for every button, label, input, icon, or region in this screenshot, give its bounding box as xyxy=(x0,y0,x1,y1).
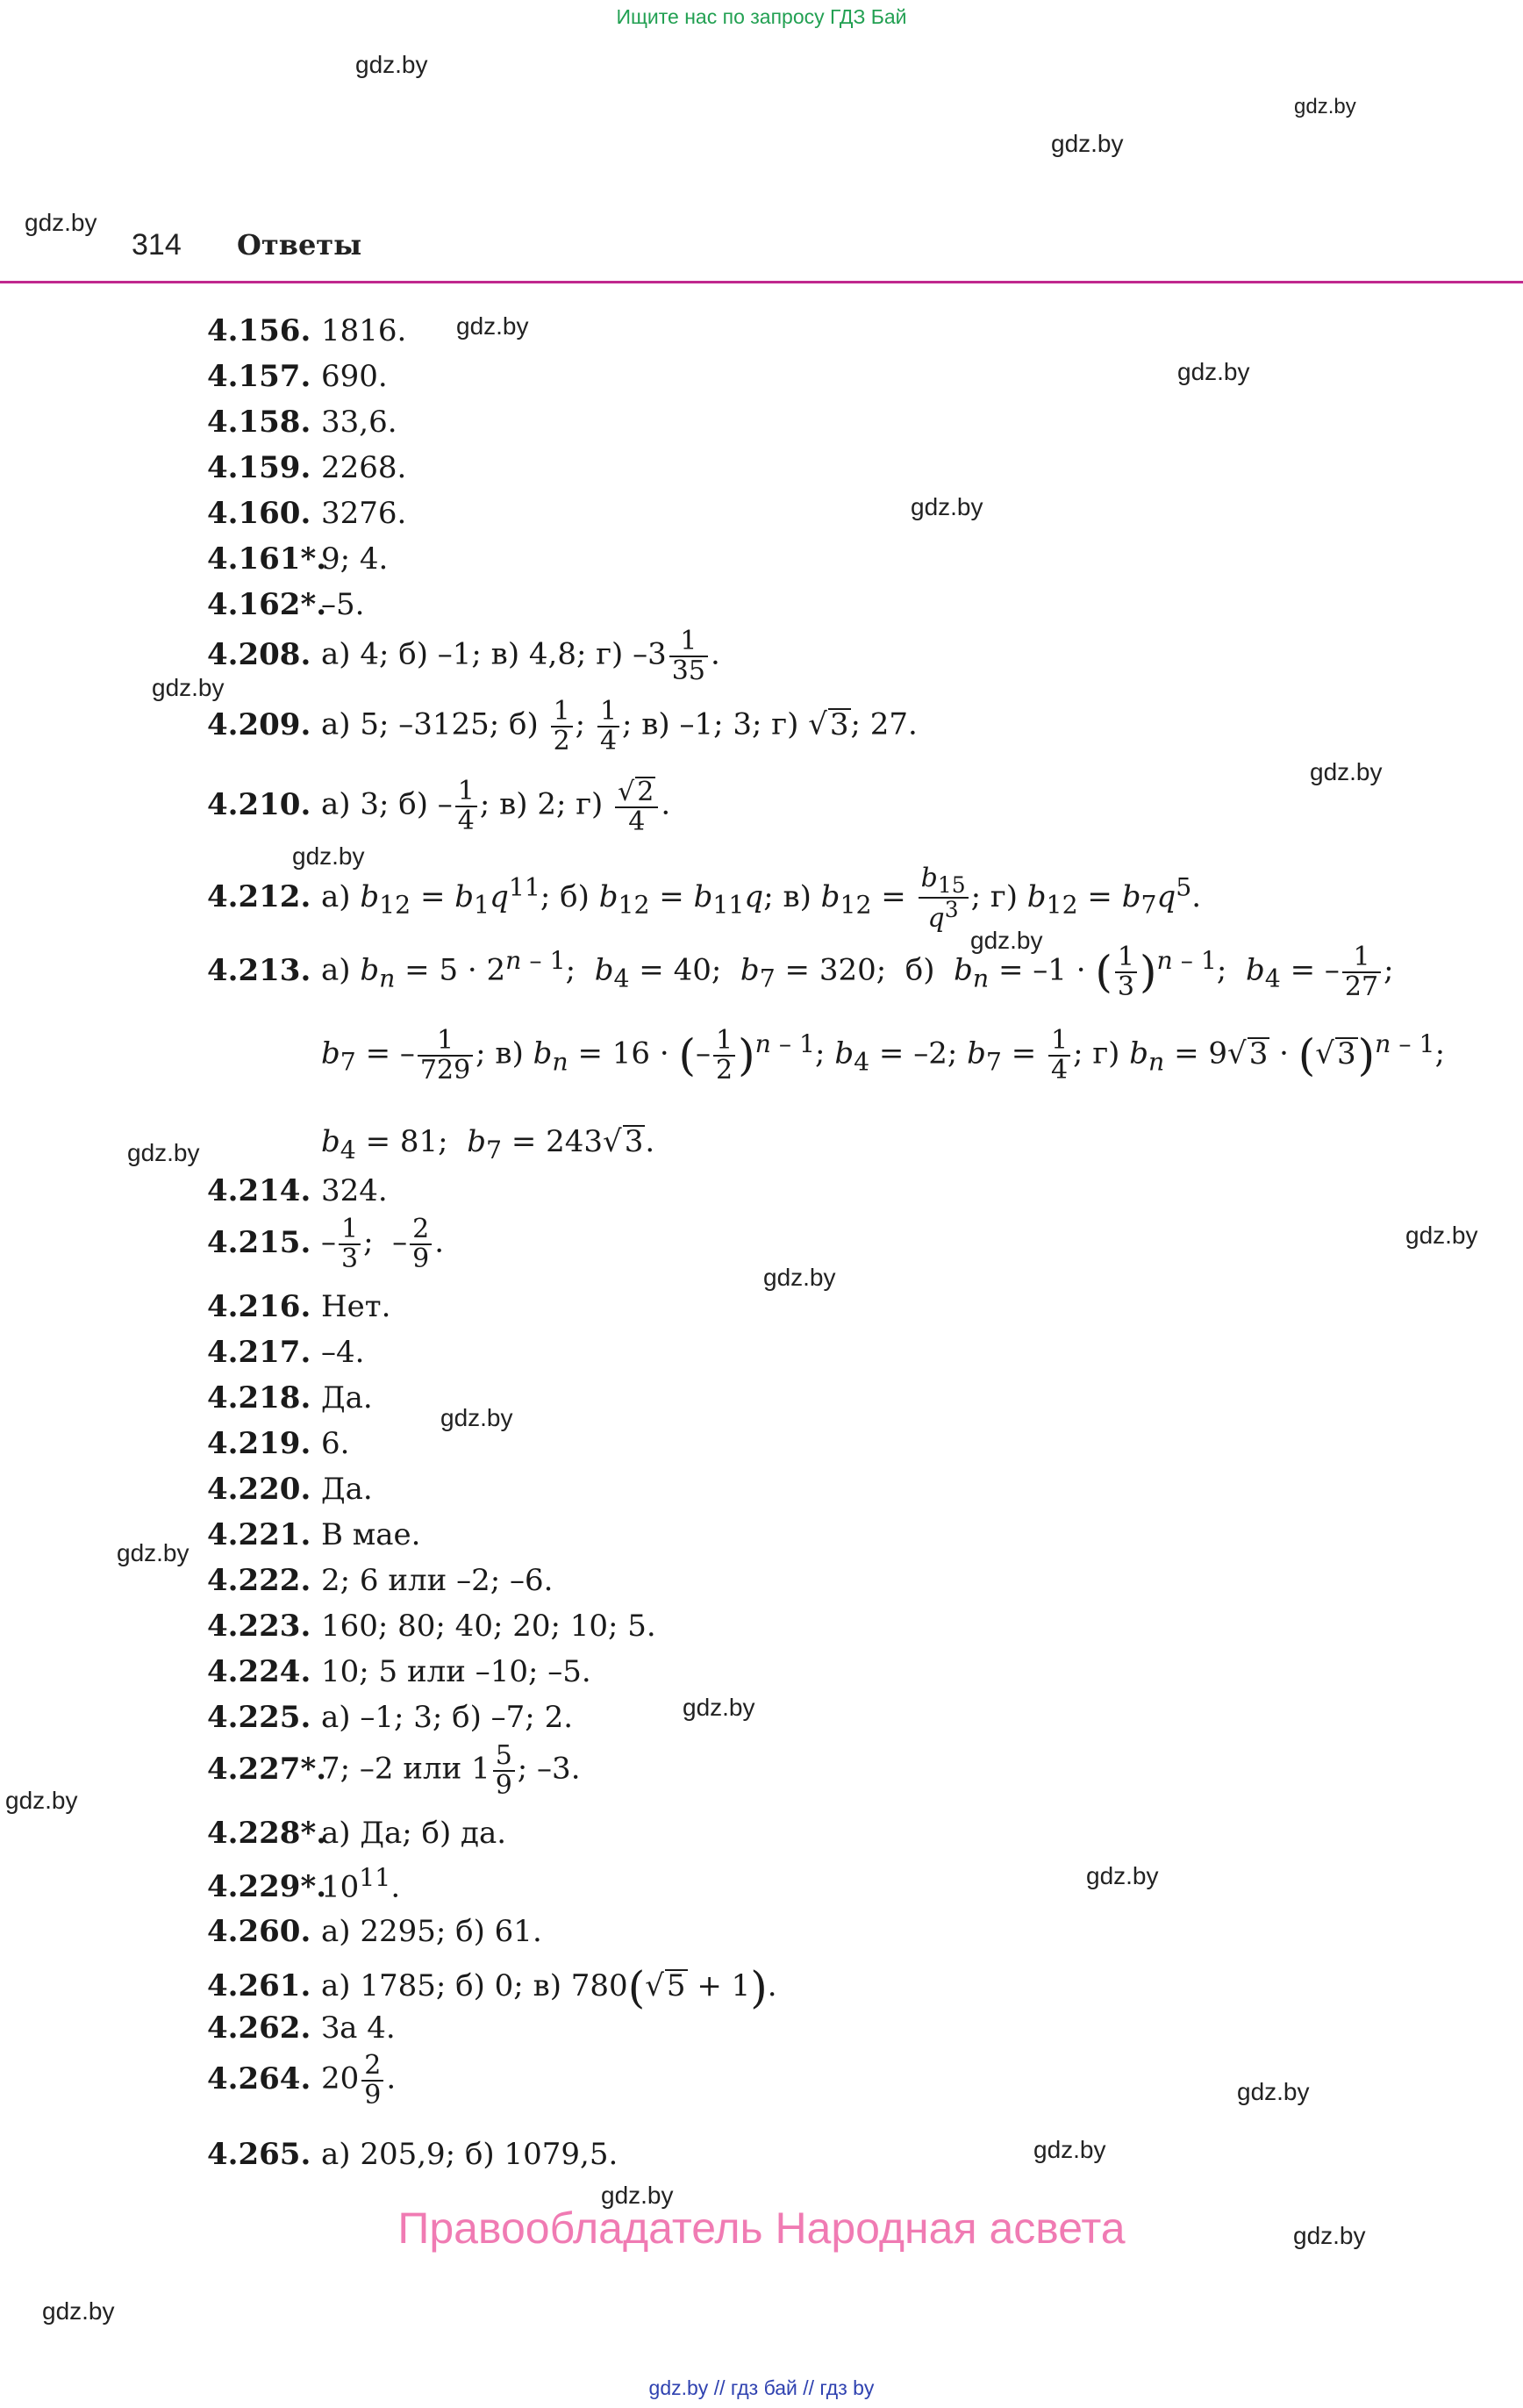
watermark: gdz.by xyxy=(152,674,225,701)
answer-entry: 4.218. Да. xyxy=(207,1380,373,1415)
top-banner[interactable]: Ищите нас по запросу ГДЗ Бай xyxy=(616,5,907,28)
answer-entry: 4.221. В мае. xyxy=(207,1517,421,1552)
answer-entry: 4.224. 10; 5 или –10; –5. xyxy=(207,1654,591,1689)
watermark: gdz.by xyxy=(1051,130,1124,157)
page-number: 314 xyxy=(132,228,182,262)
copyright-owner: Правообладатель Народная асвета xyxy=(397,2204,1126,2253)
watermark: gdz.by xyxy=(911,493,983,520)
answer-entry: 4.222. 2; 6 или –2; –6. xyxy=(207,1563,554,1598)
section-title: Ответы xyxy=(237,228,362,262)
answer-entry: 4.261. а) 1785; б) 0; в) 780(√5 + 1). xyxy=(207,1962,777,2013)
watermark: gdz.by xyxy=(5,1787,78,1814)
answer-entry: 4.212. а) $b_{12} = b_1q^{11}$; б) $b_{12} = b_{11}q$; в) $b_{12}$ = $\frac{b_{15}}{q^3}$ ; г) $b_{12} = b_7q^5$. xyxy=(207,863,1202,935)
watermark: gdz.by xyxy=(1086,1862,1159,1889)
watermark: gdz.by xyxy=(683,1694,755,1721)
answer-entry: 4.227*.7; –2 или 1 $\frac{5}{9}$ ; –3. xyxy=(207,1740,581,1801)
answer-entry: 4.157. 690. xyxy=(207,359,388,394)
watermark: gdz.by xyxy=(42,2297,115,2325)
answer-entry: 4.158. 33,6. xyxy=(207,405,397,440)
watermark: gdz.by xyxy=(1293,2222,1366,2249)
answer-entry: 4.264. 20 $\frac{2}{9}$ . xyxy=(207,2050,397,2111)
watermark: gdz.by xyxy=(1310,758,1383,785)
watermark: gdz.by xyxy=(1237,2078,1310,2105)
footer-links[interactable]: gdz.by // гдз бай // гдз by xyxy=(648,2376,875,2399)
answer-entry: 4.215. – $\frac{1}{3}$ ; – $\frac{2}{9}$ . xyxy=(207,1214,445,1274)
answer-entry: $4.229*.10^{11}$. xyxy=(207,1863,401,1905)
answer-entry: 4.161*.9; 4. xyxy=(207,541,389,577)
answer-entry: 4.265. а) 205,9; б) 1079,5. xyxy=(207,2137,618,2172)
watermark: gdz.by xyxy=(1294,95,1356,118)
header-rule xyxy=(0,281,1523,283)
answer-entry: 4.160. 3276. xyxy=(207,496,407,531)
watermark: gdz.by xyxy=(1033,2136,1106,2163)
answer-entry: 4.208. а) 4; б) –1; в) 4,8; г) –3 $\frac{1}{35}$ . xyxy=(207,626,720,686)
watermark: gdz.by xyxy=(117,1539,189,1566)
answer-entry: 4.223. 160; 80; 40; 20; 10; 5. xyxy=(207,1609,656,1644)
answer-entry: 4.262. За 4. xyxy=(207,2010,396,2046)
answer-entry: 4.156. 1816. xyxy=(207,313,407,348)
watermark: gdz.by xyxy=(292,842,365,870)
watermark: gdz.by xyxy=(1177,358,1250,385)
watermark: gdz.by xyxy=(456,312,529,340)
answer-entry: 4.159. 2268. xyxy=(207,450,407,485)
answer-entry: 4.162*.–5. xyxy=(207,587,365,622)
watermark: gdz.by xyxy=(25,209,97,236)
answer-entry: 4.228*.а) Да; б) да. xyxy=(207,1816,507,1851)
answer-entry: 4.260. а) 2295; б) 61. xyxy=(207,1914,542,1949)
watermark: gdz.by xyxy=(127,1139,200,1166)
watermark: gdz.by xyxy=(970,927,1043,954)
answer-entry: 4.213. а) $b_n = 5 \cdot 2^{n - 1}$; $b_4 = 40$; $b_7 = 320$; б) $b_n = -1$ · ( $\frac{1}{3}$ )$^{n - 1}$; $b_4$ = – $\frac{1}{27}$ ; xyxy=(207,942,1394,1002)
watermark: gdz.by xyxy=(440,1404,513,1431)
answer-continuation: $b_7$ = – $\frac{1}{729}$ ; в) $b_n = 16$ · (– $\frac{1}{2}$ )$^{n - 1}$; $b_4 = -2$; $b_7$ = $\frac{1}{4}$ ; г) $b_n = 9√3 \cdot (√3)^{n - 1}$; xyxy=(321,1025,1446,1086)
answer-entry: 4.217. –4. xyxy=(207,1335,365,1370)
watermark: gdz.by xyxy=(1405,1222,1478,1249)
answer-continuation: $b_4 = 81$; $b_7 = 243√3$. xyxy=(321,1124,655,1165)
answer-entry: 4.214. 324. xyxy=(207,1173,388,1208)
watermark: gdz.by xyxy=(601,2182,674,2209)
watermark: gdz.by xyxy=(763,1264,836,1291)
answer-entry: 4.216. Нет. xyxy=(207,1289,391,1324)
answer-entry: 4.225. а) –1; 3; б) –7; 2. xyxy=(207,1700,574,1735)
watermark: gdz.by xyxy=(355,51,428,78)
answer-entry: 4.219. 6. xyxy=(207,1426,350,1461)
answer-entry: 4.210. а) 3; б) – $\frac{1}{4}$ ; в) 2; г) $\frac{√ 2}{4}$ . xyxy=(207,776,671,837)
answer-entry: 4.209. а) 5; –3125; б) $\frac{1}{2}$ ; $\frac{1}{4}$ ; в) –1; 3; г) √3; 27. xyxy=(207,696,918,756)
answer-entry: 4.220. Да. xyxy=(207,1472,373,1507)
